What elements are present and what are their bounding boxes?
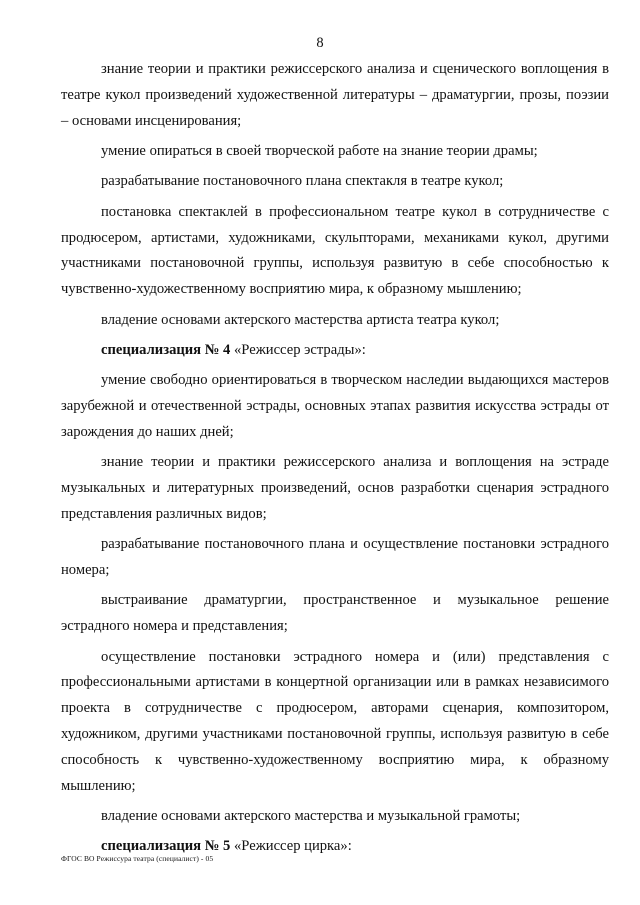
heading-bold: специализация № 5 [101,838,231,855]
heading-rest: «Режиссер цирка»: [230,838,352,855]
specialization-heading-4 [61,338,609,364]
paragraph: умение опираться в своей творческой работе на знание теории драмы; [101,142,538,159]
document-body [61,57,609,865]
paragraph: осуществление постановки эстрадного номера и (или) представления с профессиональными артистами в концертной организации или в рамках независимого проекта в сотрудничестве с продюсером, авторами сценария, композитором, художником, другими участниками постановочной группы, используя развитую в себе способность к чувственно-художественному восприятию мира, к образному мышлению; [61,648,609,794]
footer: ФГОС ВО Режиссура театра (специалист) - 05 [61,854,214,863]
page-number: 8 [316,35,324,51]
heading-rest: «Режиссер эстрады»: [230,341,366,358]
paragraph: знание теории и практики режиссерского анализа и воплощения на эстраде музыкальных и литературных произведений, основ разработки сценария эстрадного представления различных видов; [61,454,609,522]
paragraph: разрабатывание постановочного плана спектакля в театре кукол; [101,173,504,190]
paragraph: умение свободно ориентироваться в творческом наследии выдающихся мастеров зарубежной и отечественной эстрады, основных этапах развития искусства эстрады от зарождения до наших дней; [61,372,609,440]
heading-bold: специализация № 4 [101,341,231,358]
paragraph: постановка спектаклей в профессиональном театре кукол в сотрудничестве с продюсером, артистами, художниками, скульпторами, механиками кукол, другими участниками постановочной группы, используя развитую в себе способностью к чувственно-художественному восприятию мира, к образному мышлению; [61,203,609,298]
paragraph: выстраивание драматургии, пространственное и музыкальное решение эстрадного номера и представления; [61,592,609,635]
paragraph: разрабатывание постановочного плана и осуществление постановки эстрадного номера; [61,536,609,579]
paragraph: владение основами актерского мастерства и музыкальной грамоты; [101,808,521,825]
paragraph: владение основами актерского мастерства артиста театра кукол; [101,311,500,328]
paragraph: знание теории и практики режиссерского анализа и сценического воплощения в театре кукол произведений художественной литературы – драматургии, прозы, поэзии – основами инсценирования; [61,61,609,129]
